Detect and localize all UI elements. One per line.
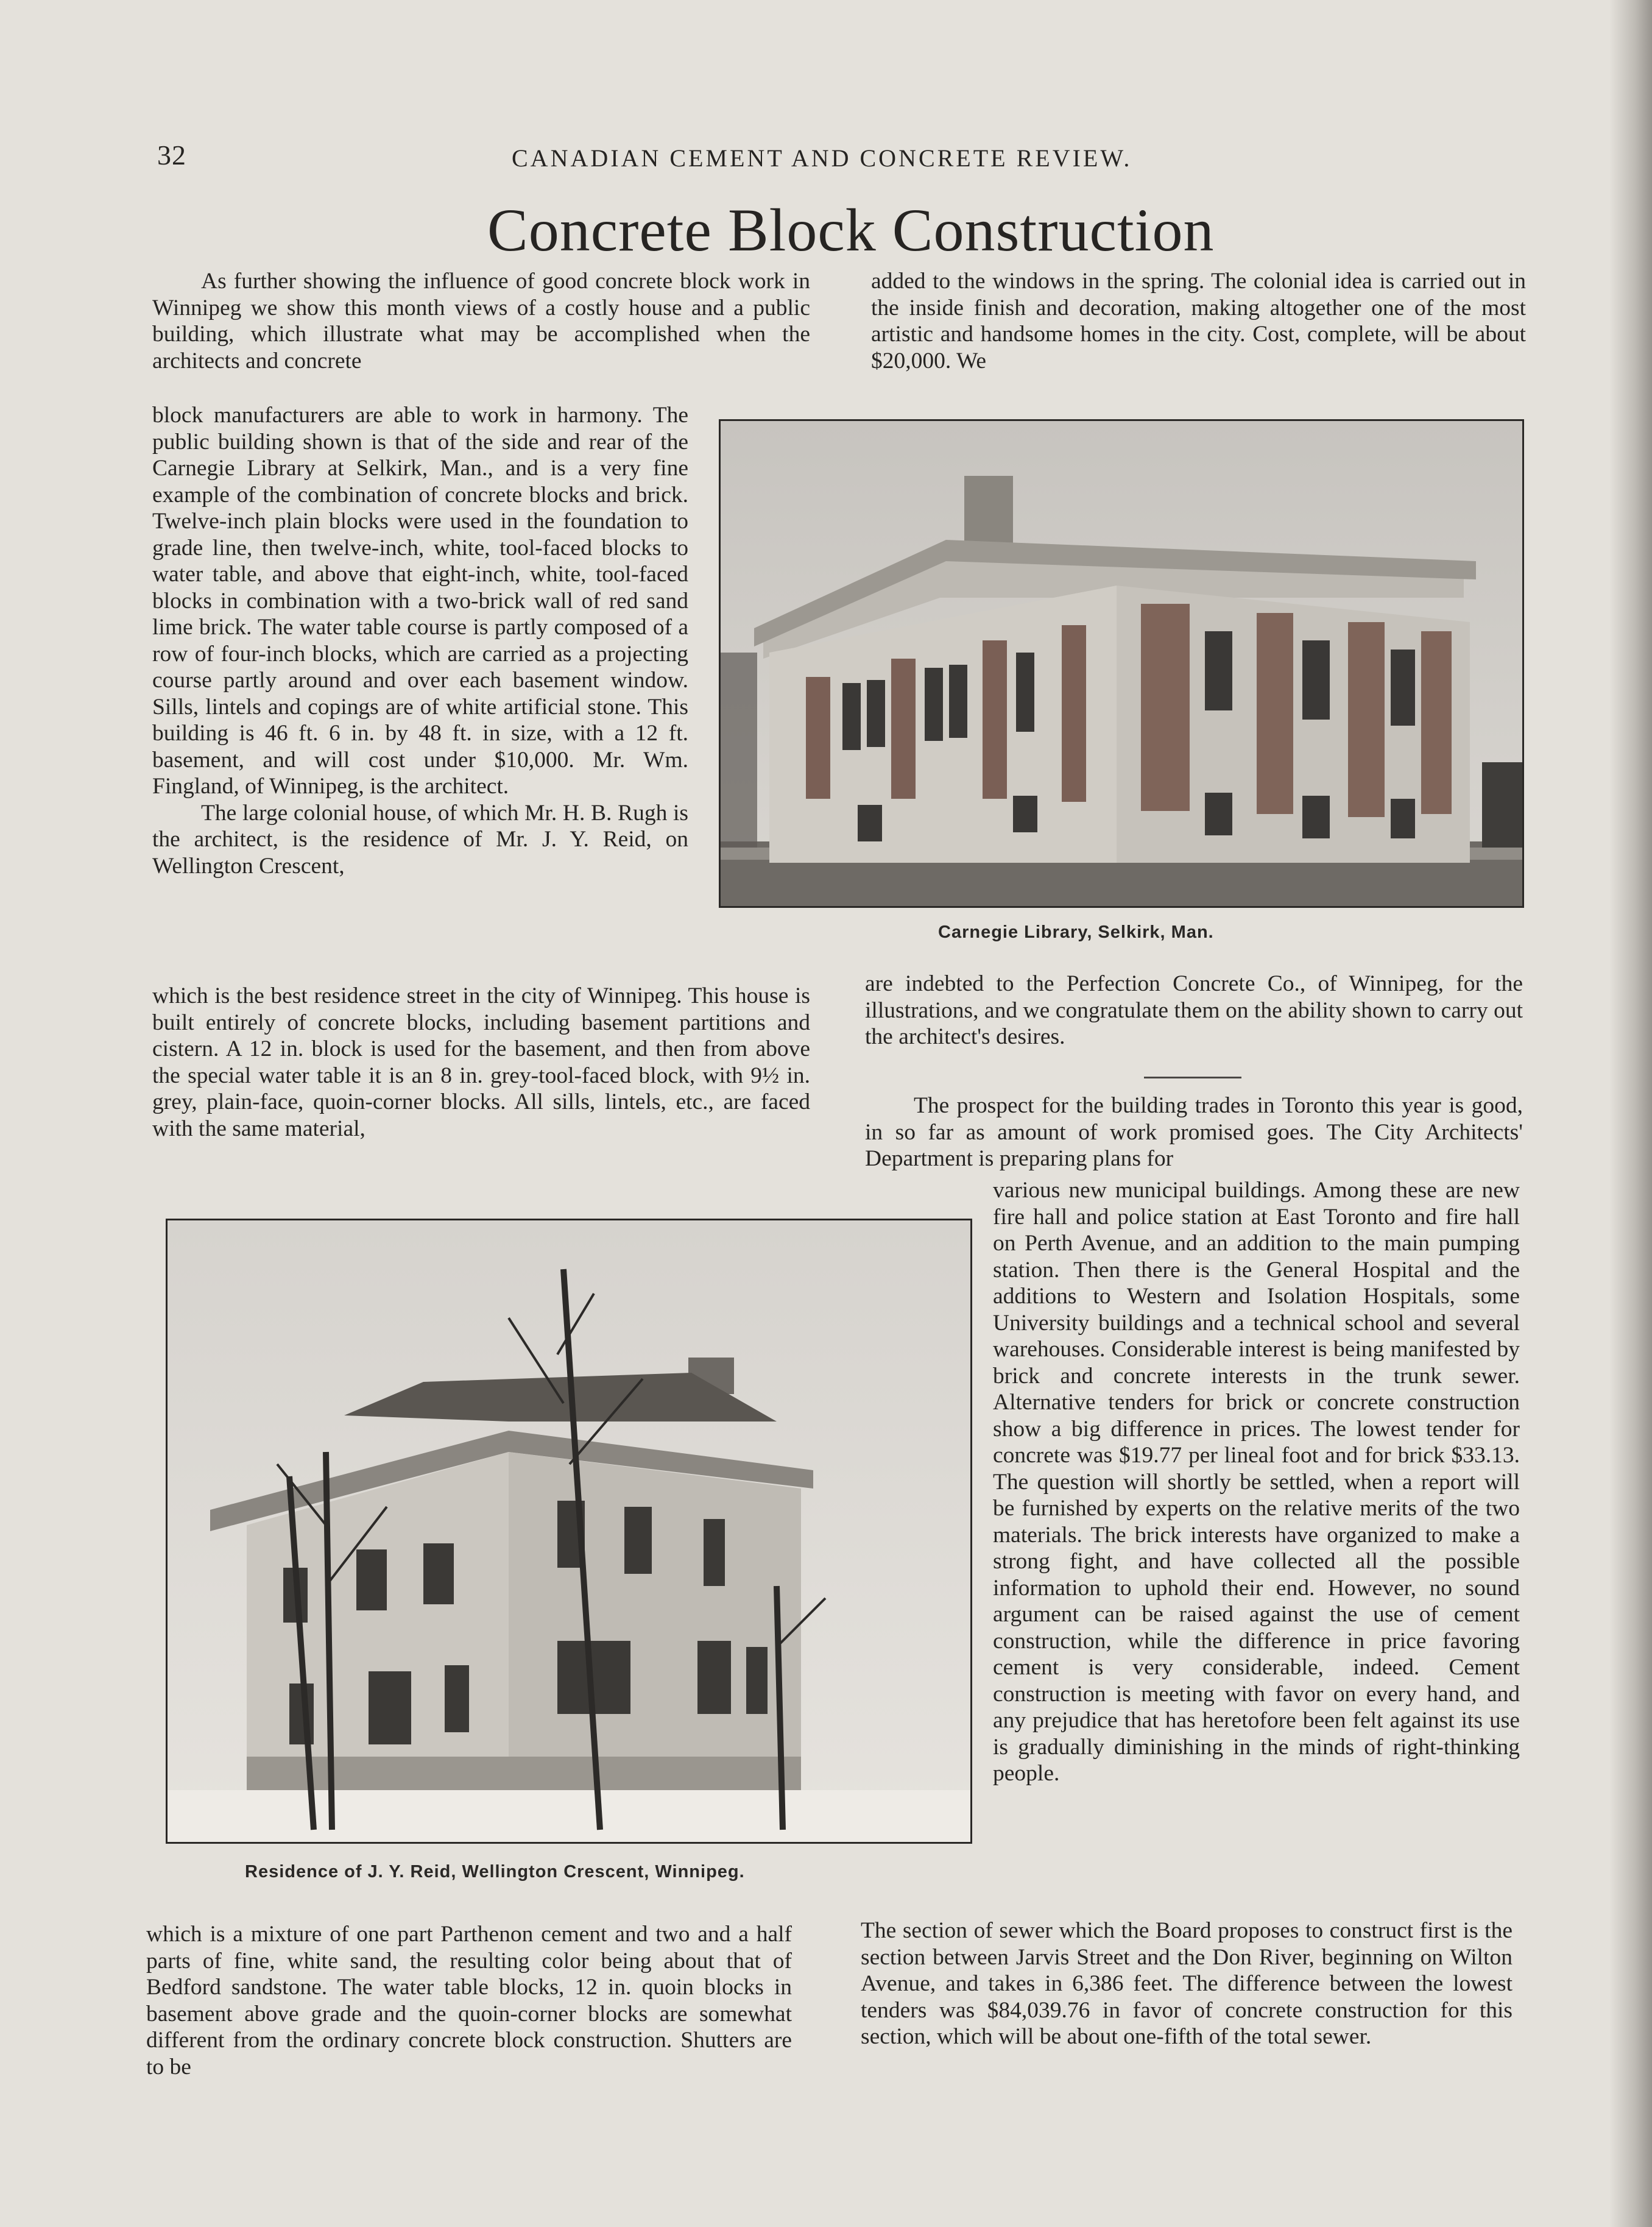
right-column-top [871, 268, 1526, 374]
reid-residence-photo [166, 1219, 972, 1844]
library-description: block manufacturers are able to work in harmony. The public building shown is that of the side and rear of the Carnegie Library at Selkirk, Man., and is a very fine example of the combination of concrete blocks and brick. Twelve-inch plain blocks were used in the foundation to grade line, then twelve-inch, white, tool-faced blocks to water table, and above that eight-inch, white, tool-faced blocks in combination with a two-brick wall of red sand lime brick. The water table course is partly composed of a row of four-inch blocks, which are carried as a projecting course partly around and over each basement window. Sills, lintels and copings are of white artificial stone. This building is 46 ft. 6 in. by 48 ft. in size, with a 12 ft. basement, and will cost under $10,000. Mr. Wm. Fingland, of Winnipeg, is the architect. [152, 403, 688, 799]
residence-intro: The large colonial house, of which Mr. H. B. Rugh is the architect, is the residence of Mr. J. Y. Reid, on Wellington Crescent, [152, 800, 688, 879]
article-title: Concrete Block Construction [487, 196, 1215, 264]
section-divider [1144, 1077, 1241, 1078]
second-article-narrow [993, 1177, 1520, 1787]
residence-materials: which is a mixture of one part Parthenon cement and two and a half parts of fine, white sand, the resulting color being about that of Bedford sandstone. The water table blocks, 12 in. quoin blocks in basement above grade and the quoin-corner blocks are somewhat different from the ordinary concrete block construction. Shutters are to be [146, 1922, 792, 2080]
intro-paragraph: As further showing the influence of good concrete block work in Winnipeg we show this month views of a costly house and a public building, which illustrate what may be accomplished when the architects and concrete [152, 269, 810, 374]
residence-description: which is the best residence street in the city of Winnipeg. This house is built entirely of concrete blocks, including basement partitions and cistern. A 12 in. block is used for the basement, and then from above the special water table it is an 8 in. grey-tool-faced block, with 9½ in. grey, plain-face, quoin-corner blocks. All sills, lintels, etc., are faced with the same material, [152, 983, 810, 1141]
page-number: 32 [157, 140, 186, 171]
residence-caption: Residence of J. Y. Reid, Wellington Crescent, Winnipeg. [245, 1862, 745, 1882]
left-column-bottom [146, 1921, 792, 2080]
left-column-wide [152, 983, 810, 1142]
page-binding-shadow [1609, 0, 1652, 2227]
carnegie-library-photo [719, 419, 1524, 908]
residence-finish-paragraph: added to the windows in the spring. The colonial idea is carried out in the inside finish and decoration, making altogether one of the most artistic and handsome homes in the city. Cost, complete, will be about $20,000. We [871, 269, 1526, 374]
acknowledgement-paragraph: are indebted to the Perfection Concrete Co., of Winnipeg, for the illustrations, and we congratulate them on the ability shown to carry out the architect's desires. [865, 971, 1523, 1049]
left-column-narrow [152, 402, 688, 879]
second-article-bottom [861, 1917, 1513, 2050]
sewer-section-paragraph: The section of sewer which the Board proposes to construct first is the section between Jarvis Street and the Don River, beginning on Wilton Avenue, and takes in 6,386 feet. The difference between the lowest tenders was $84,039.76 in favor of concrete construction for this section, which will be about one-fifth of the total sewer. [861, 1918, 1513, 2049]
left-column-top [152, 268, 810, 374]
right-column-middle [865, 971, 1523, 1050]
running-head: CANADIAN CEMENT AND CONCRETE REVIEW. [512, 144, 1132, 172]
library-caption: Carnegie Library, Selkirk, Man. [938, 922, 1214, 942]
toronto-buildings-paragraph: various new municipal buildings. Among these are new fire hall and police station at East Toronto and fire hall on Perth Avenue, and an addition to the main pumping station. Then there is the General Hospital and the additions to Western and Isolation Hospitals, some University buildings and a technical school and several warehouses. Considerable interest is being manifested by brick and concrete interests in the trunk sewer. Alternative tenders for brick or concrete construction show a big difference in prices. The lowest tender for concrete was $19.77 per lineal foot and for brick $33.13. The question will shortly be settled, when a report will be furnished by experts on the relative merits of the two materials. The brick interests have organized to make a strong fight, and have collected all the possible information to uphold their end. However, no sound argument can be raised against the use of cement construction, while the difference in price favoring cement is very considerable, indeed. Cement construction is meeting with favor on every hand, and any prejudice that has heretofore been felt against its use is gradually diminishing in the minds of right-thinking people. [993, 1178, 1520, 1786]
second-article-top [865, 1092, 1523, 1172]
toronto-prospect-intro: The prospect for the building trades in Toronto this year is good, in so far as amount of work promised goes. The City Architects' Department is preparing plans for [865, 1093, 1523, 1171]
